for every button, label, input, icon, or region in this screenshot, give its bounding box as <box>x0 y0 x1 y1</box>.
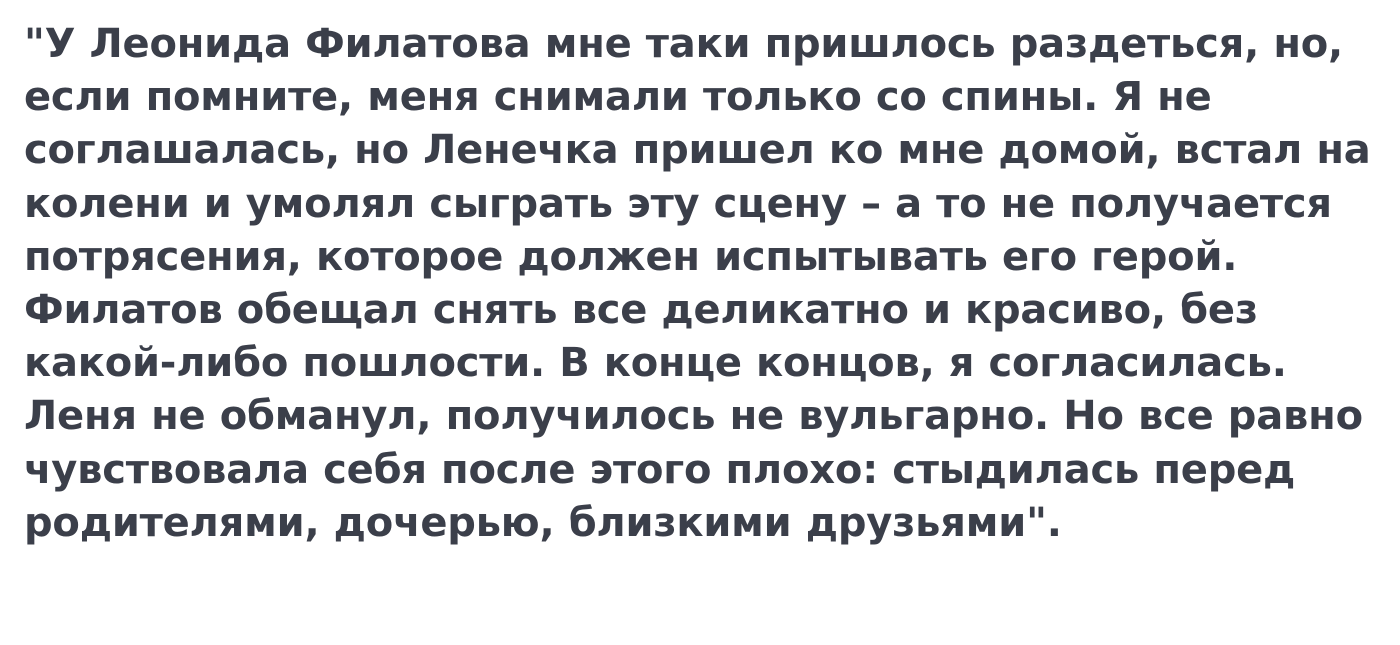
quote-text: "У Леонида Филатова мне таки пришлось раздеться, но, если помните, меня снимали только со спины. Я не соглашалась, но Ленечка пришел ко мне домой, встал на колени и умолял сыграть эту сцену – а то не получается потрясения, которое должен испытывать его герой. Филатов обещал снять все деликатно и красиво, без какой-либо пошлости. В конце концов, я согласилась. Леня не обманул, получилось не вульгарно. Но все равно чувствовала себя после этого плохо: стыдилась перед родителями, дочерью, близкими друзьями". <box>24 21 1385 546</box>
